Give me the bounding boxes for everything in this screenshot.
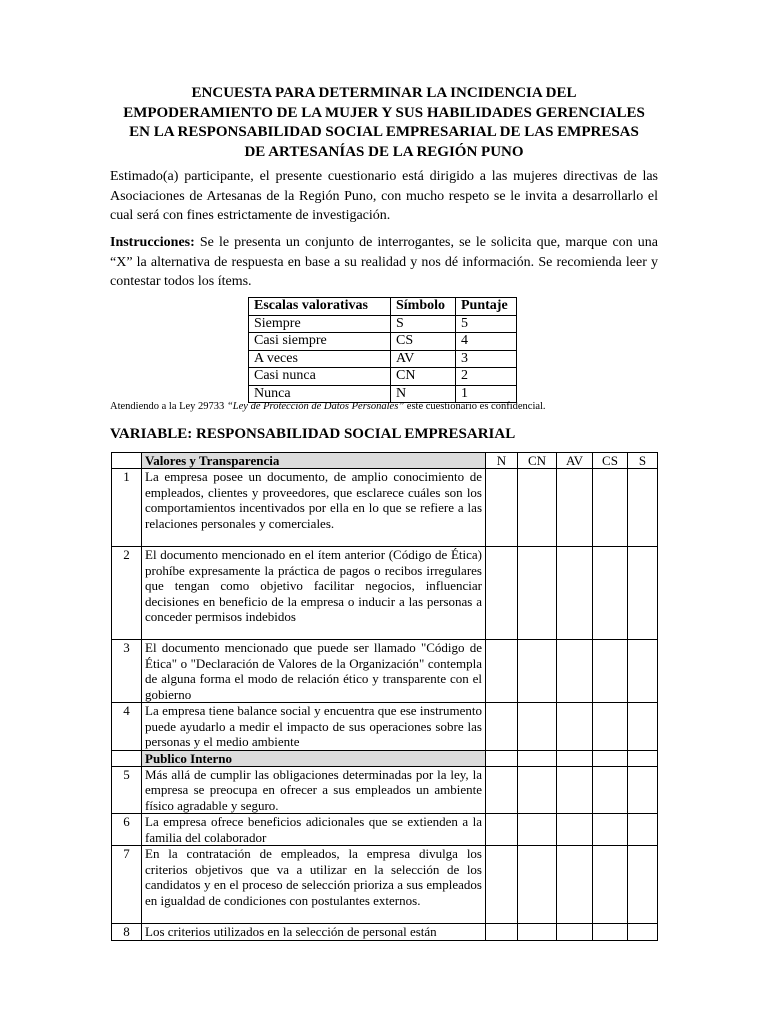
scale-symbol: S bbox=[391, 315, 456, 333]
intro-paragraph: Estimado(a) participante, el presente cuestionario está dirigido a las mujeres directivas de las Asociaciones de Artesanas de la Región Puno, con mucho respeto se le invita a desarrollarlo el cual será con fines estrictamente de investigación. bbox=[110, 169, 658, 223]
scale-symbol: CS bbox=[391, 333, 456, 351]
answer-cell[interactable] bbox=[557, 640, 593, 703]
question-number: 1 bbox=[112, 469, 142, 547]
answer-cell[interactable] bbox=[518, 640, 557, 703]
answer-col-header: CN bbox=[518, 453, 557, 469]
answer-cell[interactable] bbox=[557, 766, 593, 814]
law-name: “Ley de Protección de Datos Personales” bbox=[226, 401, 405, 412]
scale-symbol: CN bbox=[391, 368, 456, 386]
scale-symbol: N bbox=[391, 385, 456, 403]
answer-cell[interactable] bbox=[628, 766, 658, 814]
scale-label: A veces bbox=[249, 350, 391, 368]
scale-label: Casi nunca bbox=[249, 368, 391, 386]
answer-cell[interactable] bbox=[628, 703, 658, 751]
answer-cell[interactable] bbox=[628, 814, 658, 846]
scale-label: Casi siempre bbox=[249, 333, 391, 351]
answer-cell[interactable] bbox=[518, 703, 557, 751]
answer-col-header: CS bbox=[593, 453, 628, 469]
question-text: El documento mencionado en el ítem anterior (Código de Ética) prohíbe expresamente la práctica de pagos o recibos irregulares que tengan como objetivo facilitar negocios, influenciar decisiones en beneficio de la empresa o inducir a las personas a conceder permisos indebidos bbox=[142, 547, 486, 640]
answer-cell bbox=[518, 750, 557, 766]
confidentiality-note bbox=[110, 400, 670, 414]
answer-cell[interactable] bbox=[557, 469, 593, 547]
question-row bbox=[112, 703, 658, 751]
question-row bbox=[112, 640, 658, 703]
answer-cell bbox=[486, 750, 518, 766]
question-text: La empresa tiene balance social y encuentra que ese instrumento puede ayudarlo a medir el impacto de sus operaciones sobre las personas y el medio ambiente bbox=[142, 703, 486, 751]
answer-cell[interactable] bbox=[557, 814, 593, 846]
score-header: Puntaje bbox=[456, 298, 517, 316]
question-number: 4 bbox=[112, 703, 142, 751]
title-line: EMPODERAMIENTO DE LA MUJER Y SUS HABILIDADES GERENCIALES bbox=[123, 104, 645, 121]
answer-col-header: AV bbox=[557, 453, 593, 469]
answer-cell[interactable] bbox=[518, 846, 557, 924]
question-row bbox=[112, 469, 658, 547]
answer-cell[interactable] bbox=[518, 924, 557, 941]
instructions-text: Se le presenta un conjunto de interrogantes, se le solicita que, marque con una “X” la alternativa de respuesta en base a su realidad y nos dé información. Se recomienda leer y contestar todos los ítems. bbox=[110, 235, 658, 289]
question-number: 7 bbox=[112, 846, 142, 924]
answer-cell[interactable] bbox=[486, 469, 518, 547]
answer-cell[interactable] bbox=[486, 766, 518, 814]
title-line: EN LA RESPONSABILIDAD SOCIAL EMPRESARIAL DE LAS EMPRESAS bbox=[129, 124, 639, 140]
answer-cell[interactable] bbox=[628, 469, 658, 547]
scale-header: Escalas valorativas bbox=[249, 298, 391, 316]
scale-score: 1 bbox=[456, 385, 517, 403]
title-line: ENCUESTA PARA DETERMINAR LA INCIDENCIA DEL bbox=[191, 85, 577, 101]
answer-cell[interactable] bbox=[557, 547, 593, 640]
question-text: Los criterios utilizados en la selección de personal están bbox=[142, 924, 486, 941]
scale-label: Siempre bbox=[249, 315, 391, 333]
answer-cell[interactable] bbox=[593, 814, 628, 846]
scale-row bbox=[249, 333, 517, 351]
answer-cell[interactable] bbox=[486, 814, 518, 846]
answer-cell[interactable] bbox=[593, 766, 628, 814]
answer-col-header: S bbox=[628, 453, 658, 469]
answer-cell[interactable] bbox=[486, 547, 518, 640]
answer-cell[interactable] bbox=[628, 547, 658, 640]
question-row bbox=[112, 846, 658, 924]
answer-cell[interactable] bbox=[593, 924, 628, 941]
number-header bbox=[112, 453, 142, 469]
answer-cell[interactable] bbox=[486, 924, 518, 941]
answer-cell[interactable] bbox=[486, 703, 518, 751]
answer-cell[interactable] bbox=[593, 846, 628, 924]
answer-cell bbox=[628, 750, 658, 766]
answer-cell[interactable] bbox=[557, 924, 593, 941]
note-before: Atendiendo a la Ley 29733 bbox=[110, 401, 227, 412]
answer-col-header: N bbox=[486, 453, 518, 469]
scale-row bbox=[249, 350, 517, 368]
note-after: este cuestionario es confidencial. bbox=[404, 401, 546, 412]
scale-row bbox=[249, 368, 517, 386]
section-title: Publico Interno bbox=[142, 750, 486, 766]
scale-row bbox=[249, 315, 517, 333]
section-header-row bbox=[112, 453, 658, 469]
question-text: La empresa posee un documento, de amplio conocimiento de empleados, clientes y proveedores, que esclarece cuáles son los comportamientos incentivados por ella en lo que se refiere a las relaciones personales y comerciales. bbox=[142, 469, 486, 547]
scale-score: 4 bbox=[456, 333, 517, 351]
answer-cell bbox=[557, 750, 593, 766]
section-title: Valores y Transparencia bbox=[142, 453, 486, 469]
answer-cell[interactable] bbox=[518, 547, 557, 640]
question-text: La empresa ofrece beneficios adicionales que se extienden a la familia del colaborador bbox=[142, 814, 486, 846]
survey-title bbox=[110, 84, 658, 162]
scale-score: 2 bbox=[456, 368, 517, 386]
answer-cell[interactable] bbox=[593, 469, 628, 547]
number-cell bbox=[112, 750, 142, 766]
variable-title: VARIABLE: RESPONSABILIDAD SOCIAL EMPRESARIAL bbox=[110, 426, 516, 442]
answer-cell[interactable] bbox=[486, 846, 518, 924]
question-text: En la contratación de empleados, la empresa divulga los criterios objetivos que va a utilizar en la selección de los candidatos y en el proceso de selección prioriza a sus empleados en igualdad de condiciones con postulantes externos. bbox=[142, 846, 486, 924]
answer-cell[interactable] bbox=[593, 703, 628, 751]
question-row bbox=[112, 814, 658, 846]
answer-cell bbox=[593, 750, 628, 766]
answer-cell[interactable] bbox=[518, 469, 557, 547]
title-line: DE ARTESANÍAS DE LA REGIÓN PUNO bbox=[244, 143, 524, 160]
answer-cell[interactable] bbox=[593, 640, 628, 703]
question-text: El documento mencionado que puede ser llamado "Código de Ética" o "Declaración de Valores de la Organización" contempla de alguna forma el modo de relación ético y transparente con el gobierno bbox=[142, 640, 486, 703]
answer-cell[interactable] bbox=[628, 924, 658, 941]
scale-header-row bbox=[249, 298, 517, 316]
scale-score: 3 bbox=[456, 350, 517, 368]
answer-cell[interactable] bbox=[486, 640, 518, 703]
questions-table bbox=[111, 452, 658, 941]
instructions-label: Instrucciones: bbox=[110, 235, 195, 250]
answer-cell[interactable] bbox=[557, 846, 593, 924]
answer-cell[interactable] bbox=[518, 766, 557, 814]
rating-scale-table bbox=[248, 297, 517, 403]
question-row bbox=[112, 766, 658, 814]
question-number: 8 bbox=[112, 924, 142, 941]
answer-cell[interactable] bbox=[628, 640, 658, 703]
answer-cell[interactable] bbox=[557, 703, 593, 751]
question-number: 2 bbox=[112, 547, 142, 640]
answer-cell[interactable] bbox=[518, 814, 557, 846]
answer-cell[interactable] bbox=[593, 547, 628, 640]
question-text: Más allá de cumplir las obligaciones determinadas por la ley, la empresa se preocupa en ofrecer a sus empleados un ambiente físico agradable y seguro. bbox=[142, 766, 486, 814]
instructions-paragraph bbox=[110, 233, 658, 292]
question-number: 6 bbox=[112, 814, 142, 846]
question-row bbox=[112, 547, 658, 640]
symbol-header: Símbolo bbox=[391, 298, 456, 316]
scale-score: 5 bbox=[456, 315, 517, 333]
scale-label: Nunca bbox=[249, 385, 391, 403]
answer-cell[interactable] bbox=[628, 846, 658, 924]
question-row bbox=[112, 924, 658, 941]
question-number: 5 bbox=[112, 766, 142, 814]
section-header-row bbox=[112, 750, 658, 766]
question-number: 3 bbox=[112, 640, 142, 703]
scale-symbol: AV bbox=[391, 350, 456, 368]
